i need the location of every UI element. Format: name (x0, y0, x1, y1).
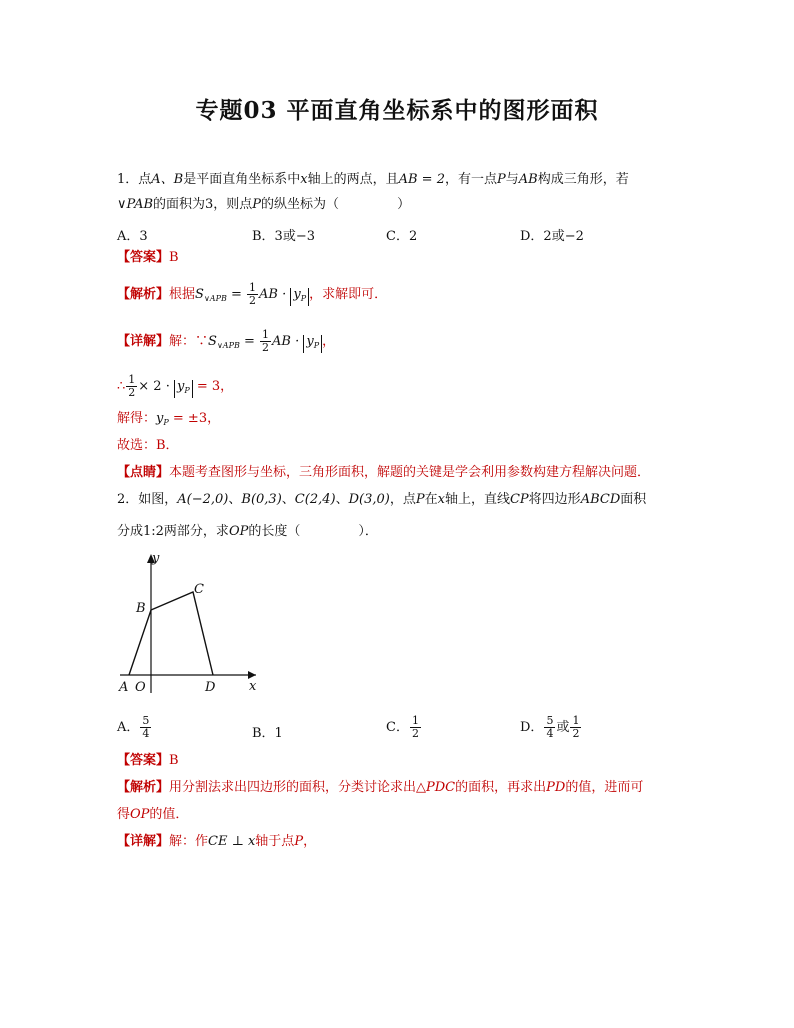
text: 根据 (169, 287, 196, 302)
q1-stem-line1 (117, 171, 629, 189)
comment-tag: 【点睛】 (117, 465, 170, 480)
text: 用分割法求出四边形的面积，分类讨论求出△ (169, 780, 427, 795)
option-prefix: C． (386, 720, 409, 735)
math: A(−2,0) (177, 492, 229, 507)
text: 轴上的两点，且 (307, 172, 399, 187)
math: C(2,4) (294, 492, 336, 507)
numerator: 1 (249, 281, 257, 294)
text: 2．如图， (117, 492, 178, 507)
numerator: 1 (262, 328, 270, 341)
math: D(3,0) (348, 492, 390, 507)
analysis-tag: 【解析】 (117, 287, 170, 302)
denominator: 4 (546, 727, 554, 740)
text: ∴ (117, 379, 126, 394)
q1-answer (117, 249, 179, 267)
denominator: 4 (142, 727, 150, 740)
text: 1．点 (117, 172, 152, 187)
math: = (226, 287, 247, 302)
math-sub: ∨APB (203, 294, 227, 303)
text: ） (397, 197, 411, 212)
math-sub: P (313, 341, 320, 350)
q1-step1 (117, 374, 233, 399)
abs-value (174, 380, 193, 398)
text: 解得： (117, 411, 157, 426)
fraction (570, 715, 581, 740)
math: S (208, 334, 217, 349)
numerator: 1 (572, 714, 580, 727)
text: 的面积为3，则点 (153, 197, 253, 212)
answer-tag: 【答案】 (117, 753, 170, 768)
text: 或 (556, 720, 570, 735)
math: × 2 · (138, 379, 174, 394)
math: AB (518, 172, 538, 187)
answer-value: B (169, 250, 179, 265)
math: AB · (272, 334, 304, 349)
text: ， (322, 334, 336, 349)
quadrilateral-figure (110, 550, 270, 700)
text: 的纵坐标为（ (261, 197, 340, 212)
math: y (156, 411, 164, 426)
math: P (294, 834, 304, 849)
text: 在 (424, 492, 438, 507)
analysis-tag: 【解析】 (117, 780, 170, 795)
text: 的值，进而可 (565, 780, 644, 795)
text: 将四边形 (528, 492, 581, 507)
math: ∨PAB (117, 197, 154, 212)
text: 的面积，再求出 (455, 780, 547, 795)
text: 轴于点 (255, 834, 295, 849)
y-axis-label: y (152, 551, 160, 566)
q2-analysis-line1 (117, 779, 643, 797)
math-sub: P (163, 418, 169, 427)
math: B(0,3) (241, 492, 282, 507)
option-prefix: A． (117, 720, 140, 735)
math: y (176, 379, 185, 394)
numerator: 5 (546, 714, 554, 727)
q1-step2 (117, 410, 220, 432)
math: y (306, 334, 314, 349)
math: AB · (259, 287, 291, 302)
math-sub: P (184, 386, 190, 395)
text: 、 (335, 492, 349, 507)
numerator: 5 (142, 714, 150, 727)
q2-option-a (117, 715, 152, 740)
detail-tag: 【详解】 (117, 334, 170, 349)
denominator: 2 (262, 341, 270, 354)
denominator: 2 (411, 727, 419, 740)
math: CP (509, 492, 529, 507)
abs-value (290, 288, 309, 306)
math: x (437, 492, 445, 507)
point-label-c: C (194, 582, 204, 597)
q1-comment (117, 464, 650, 482)
text: ， (303, 834, 317, 849)
x-axis-arrow (248, 671, 256, 679)
text: 的长度（ (248, 524, 301, 539)
point-label-b: B (136, 601, 146, 616)
q2-answer (117, 752, 179, 770)
q1-option-b: B．3或−3 (252, 229, 315, 244)
text: 构成三角形，若 (537, 172, 629, 187)
answer-value: B (169, 753, 179, 768)
math: PDC (426, 780, 456, 795)
text: 解：作 (169, 834, 209, 849)
math-sub: P (300, 294, 307, 303)
q2-detail (117, 833, 316, 851)
q1-stem-line2 (117, 196, 410, 214)
numerator: 1 (411, 714, 419, 727)
text: 本题考查图形与坐标，三角形面积，解题的关键是学会利用参数构建方程解决问题． (169, 465, 651, 480)
fraction (410, 715, 421, 740)
math: ABCD (580, 492, 621, 507)
math: S (195, 287, 204, 302)
answer-tag: 【答案】 (117, 250, 170, 265)
point-label-d: D (205, 680, 216, 695)
point-label-o: O (135, 680, 146, 695)
fraction (544, 715, 555, 740)
math: OP (228, 524, 249, 539)
text: 面积 (620, 492, 647, 507)
text: 的值． (149, 807, 189, 822)
math: A、B (151, 172, 184, 187)
q1-option-d: D．2或−2 (520, 229, 584, 244)
text: 轴上，直线 (444, 492, 510, 507)
text: 与 (505, 172, 519, 187)
text: ，点 (389, 492, 416, 507)
q2-analysis-line2 (117, 806, 188, 824)
math: P (497, 172, 506, 187)
fraction (140, 715, 151, 740)
math: CE ⊥ x (208, 834, 256, 849)
text: 得 (117, 807, 131, 822)
q1-option-a: A．3 (117, 229, 148, 244)
math: P (415, 492, 425, 507)
fraction (260, 329, 271, 354)
q1-step3: 故选：B． (117, 438, 179, 453)
text: = 3， (192, 379, 234, 394)
option-prefix: D． (520, 720, 544, 735)
q2-option-b: B．1 (252, 726, 283, 741)
denominator: 2 (249, 294, 257, 307)
point-label-a: A (119, 680, 129, 695)
math-sub: ∨APB (216, 341, 240, 350)
q2-option-c (386, 715, 422, 740)
numerator: 1 (128, 373, 136, 386)
text: 、 (228, 492, 242, 507)
x-axis-label: x (249, 679, 257, 694)
text: = ±3， (168, 411, 221, 426)
q2-option-d (520, 715, 582, 740)
math: x (300, 172, 308, 187)
q2-stem-line1 (117, 491, 646, 509)
text: ）． (358, 524, 378, 539)
text: ，有一点 (444, 172, 497, 187)
denominator: 2 (572, 727, 580, 740)
q1-option-c: C．2 (386, 229, 418, 244)
q1-analysis (117, 282, 387, 308)
q2-stem-line2 (117, 523, 378, 541)
fraction (126, 374, 137, 399)
text: 、 (281, 492, 295, 507)
math: OP (130, 807, 150, 822)
math: PD (546, 780, 566, 795)
denominator: 2 (128, 386, 136, 399)
abs-value (303, 335, 322, 353)
text: 分成1:2两部分，求 (117, 524, 229, 539)
math: P (252, 197, 262, 212)
math: AB = 2 (398, 172, 445, 187)
text: 是平面直角坐标系中 (183, 172, 301, 187)
text: ，求解即可． (309, 287, 388, 302)
text: 解：∵ (169, 334, 209, 349)
detail-tag: 【详解】 (117, 834, 170, 849)
math: = (239, 334, 260, 349)
fraction (247, 282, 258, 307)
math: y (293, 287, 301, 302)
q1-detail (117, 329, 335, 355)
page-title: 专题03 平面直角坐标系中的图形面积 (195, 97, 599, 124)
